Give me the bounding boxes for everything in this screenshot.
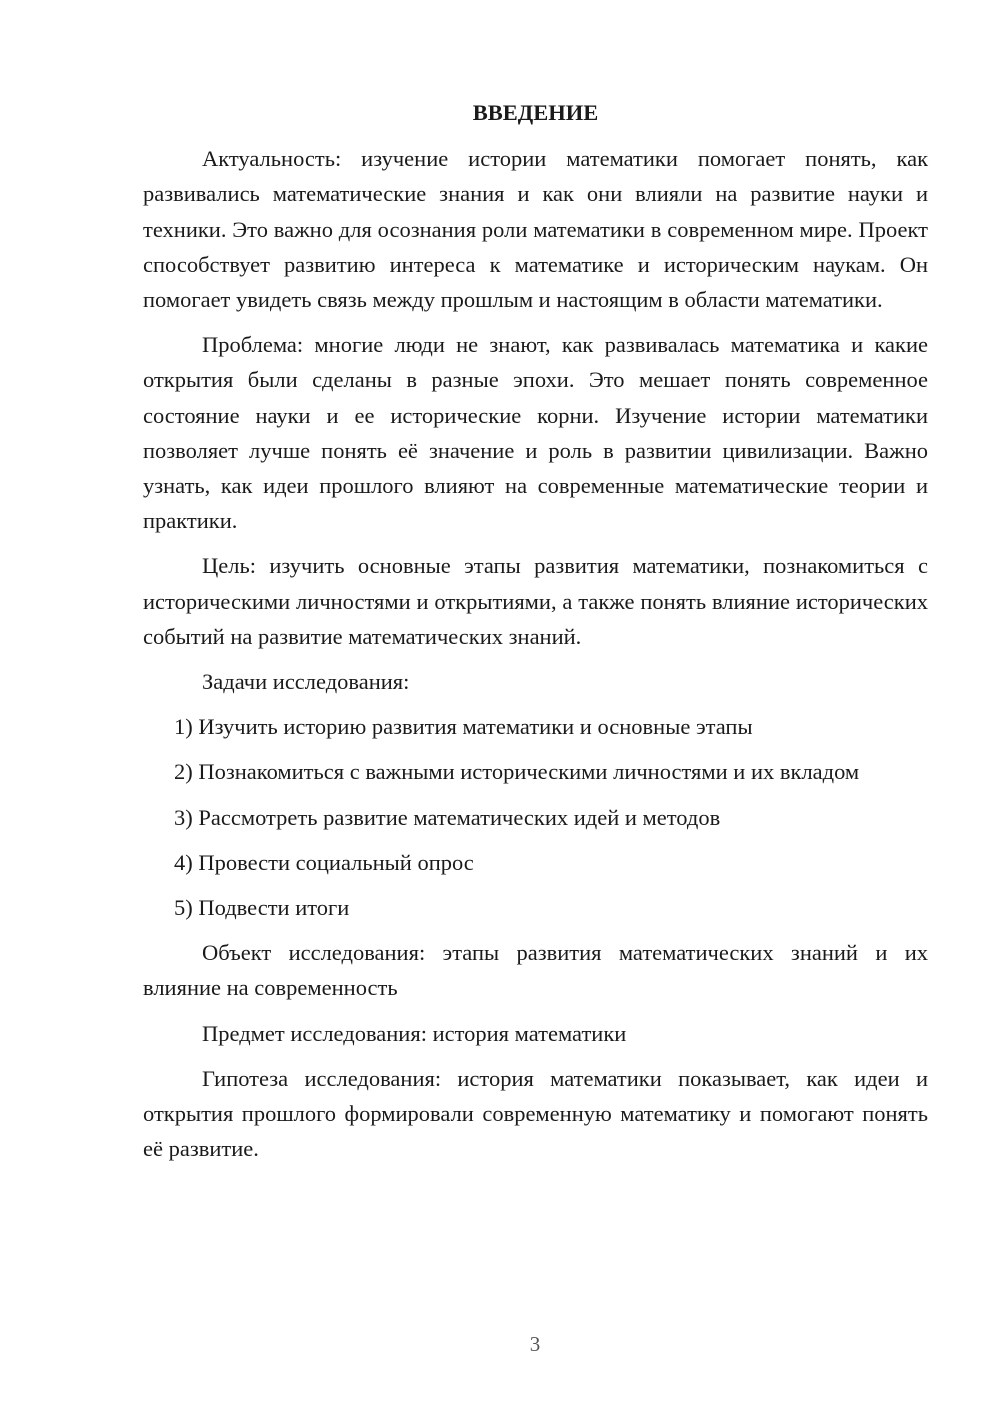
paragraph-object: Объект исследования: этапы развития математических знаний и их влияние на современность [143,940,928,1001]
paragraph-subject: Предмет исследования: история математики [202,1020,627,1046]
task-item: 1) Изучить историю развития математики и основные этапы [174,714,753,740]
page-number: 3 [529,1332,541,1356]
paragraph-problem: Проблема: многие люди не знают, как развивалась математика и какие открытия были сделаны в разные эпохи. Это мешает понять современное состояние науки и ее исторические корни. Изучение истории математики позволяет лучше понять её значение и роль в развитии цивилизации. Важно узнать, как идеи прошлого влияют на современные математические теории и практики. [143,332,928,534]
paragraph-hypothesis: Гипотеза исследования: история математики показывает, как идеи и открытия прошлого формировали современную математику и помогают понять её развитие. [143,1065,928,1162]
section-title: ВВЕДЕНИЕ [472,100,599,125]
task-item: 5) Подвести итоги [174,895,350,921]
paragraph-goal: Цель: изучить основные этапы развития математики, познакомиться с историческими личностями и открытиями, а также понять влияние исторических событий на развитие математических знаний. [143,553,928,649]
paragraph-relevance: Актуальность: изучение истории математики помогает понять, как развивались математические знания и как они влияли на развитие науки и техники. Это важно для осознания роли математики в современном мире. Проект способствует развитию интереса к математике и историческим наукам. Он помогает увидеть связь между прошлым и настоящим в области математики. [143,146,928,313]
task-item: 4) Провести социальный опрос [174,849,474,875]
page-content [143,95,928,1176]
task-item: 2) Познакомиться с важными историческими личностями и их вкладом [174,759,860,785]
tasks-heading: Задачи исследования: [202,669,410,695]
task-item: 3) Рассмотреть развитие математических идей и методов [174,804,721,830]
